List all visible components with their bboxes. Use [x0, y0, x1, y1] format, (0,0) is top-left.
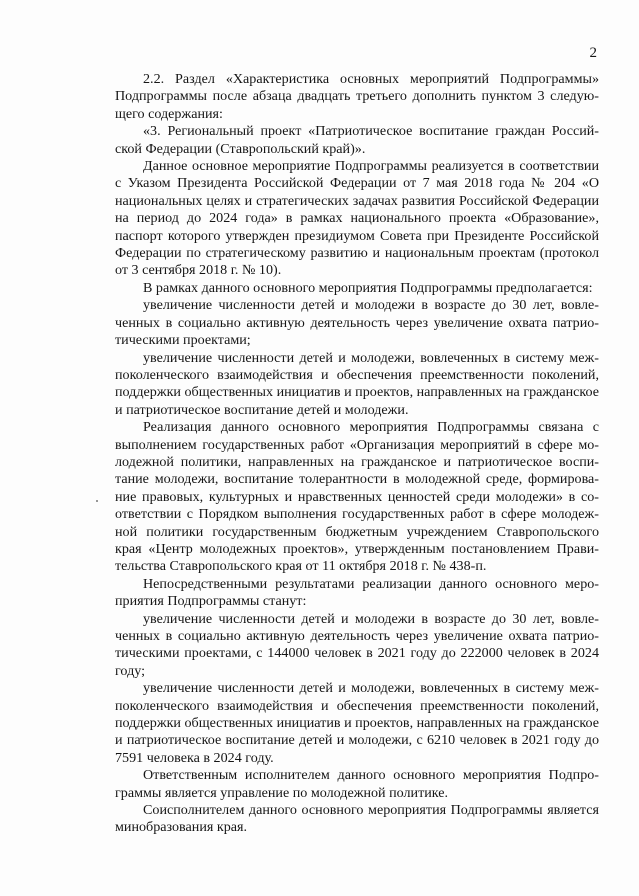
paragraph-results-intro: Непосредственными результатами реализации данного основного мероприятия Подпрограммы станут:: [115, 575, 599, 610]
paragraph-result-item-1: увеличение численности детей и молодежи в возрасте до 30 лет, вовлеченных в социально активную деятельность через увеличение охвата патриотическими проектами, с 144000 человек в 2021 году до 222000 человек в 2024 году;: [115, 610, 599, 679]
page-number: 2: [589, 45, 597, 61]
paragraph-planned-item-1: увеличение численности детей и молодежи в возрасте до 30 лет, вовлеченных в социально активную деятельность через увеличение охвата патриотическими проектами;: [115, 297, 599, 349]
paragraph-responsible-executor: Ответственным исполнителем данного основного мероприятия Подпрограммы является управление по молодежной политике.: [115, 767, 599, 801]
paragraph-section-2-2: 2.2. Раздел «Характеристика основных мероприятий Подпрограммы» Подпрограммы после абзаца двадцать третьего дополнить пунктом 3 следующего содержания:: [115, 71, 599, 122]
paragraph-planned-intro: В рамках данного основного мероприятия Подпрограммы предполагается:: [143, 279, 593, 296]
paragraph-result-item-2: увеличение численности детей и молодежи, вовлеченных в систему межпоколенческого взаимодействия и обеспечения преемственности поколений, поддержки общественных инициатив и проектов, направленных на гражданское и патриотическое воспитание детей и молодежи, с 6210 человек в 2021 году до 7591 человека в 2024 году.: [115, 680, 599, 766]
paragraph-state-works: Реализация данного основного мероприятия Подпрограммы связана с выполнением государственных работ «Организация мероприятий в сфере молодежной политики, направленных на гражданское и патриотическое воспитание молодежи, воспитание толерантности в молодежной среде, формирование правовых, культурных и нравственных ценностей среди молодежи» в соответствии с Порядком выполнения государственных работ в сфере молодежной политики государственным бюджетным учреждением Ставропольского края «Центр молодежных проектов», утвержденным постановлением Правительства Ставропольского края от 11 октября 2018 г. № 438-п.: [115, 419, 599, 575]
paragraph-decree-reference: Данное основное мероприятие Подпрограммы реализуется в соответствии с Указом Президента Российской Федерации от 7 мая 2018 года № 204 «О национальных целях и стратегических задачах развития Российской Федерации на период до 2024 года» в рамках национального проекта «Образование», паспорт которого утвержден президиумом Совета при Президенте Российской Федерации по стратегическому развитию и национальным проектам (протокол от 3 сентября 2018 г. № 10).: [115, 158, 599, 279]
paragraph-planned-item-2: увеличение численности детей и молодежи, вовлеченных в систему межпоколенческого взаимодействия и обеспечения преемственности поколений, поддержки общественных инициатив и проектов, направленных на гражданское и патриотическое воспитание детей и молодежи.: [115, 349, 599, 418]
paragraph-co-executor: Соисполнителем данного основного мероприятия Подпрограммы является минобразования края.: [115, 802, 599, 836]
scan-artifact-dot: [96, 500, 98, 502]
paragraph-regional-project-title: «3. Региональный проект «Патриотическое воспитание граждан Российской Федерации (Ставропольский край)».: [115, 123, 599, 157]
document-body: [115, 71, 599, 837]
